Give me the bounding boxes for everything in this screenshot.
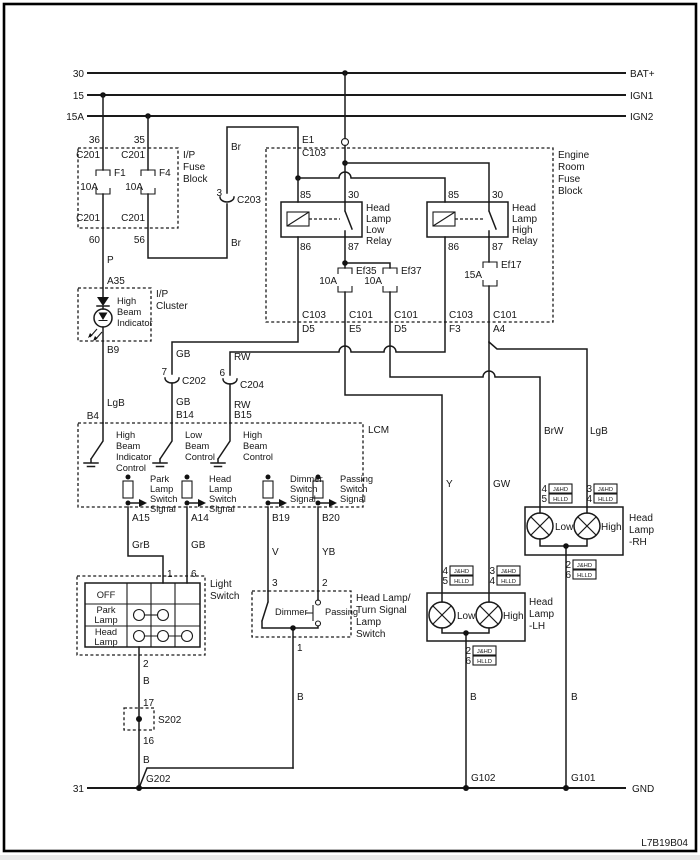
tag-jhd: J&HD (576, 563, 593, 569)
wire-b-rh: B (571, 692, 578, 703)
rh-high-pin: 4 (586, 494, 592, 505)
signal-label: Signal (340, 494, 366, 504)
high-relay-name: Head (512, 203, 536, 214)
low-relay-name: Low (366, 225, 385, 236)
pin-e1: E1 (302, 135, 315, 146)
wire-b-ls: B (143, 676, 150, 687)
signal-label: Switch (290, 484, 318, 494)
pin-16: 16 (143, 736, 155, 747)
out-conn: C101 (493, 310, 517, 321)
hls-name: Turn Signal (356, 605, 407, 616)
tag-hlld: HLLD (553, 497, 568, 503)
signal-label: Signal (209, 504, 235, 514)
tag-hlld: HLLD (598, 497, 613, 503)
lh-low-label: Low (457, 611, 476, 622)
lh-bot-pin: 6 (465, 656, 471, 667)
signal-label: Signal (150, 504, 176, 514)
lh-bot-pin: 2 (465, 646, 471, 657)
out-conn: C101 (349, 310, 373, 321)
engine-block-name: Room (558, 162, 585, 173)
high-relay-name: High (512, 225, 533, 236)
lh-high-pin: 3 (489, 566, 495, 577)
tag-jhd: J&HD (500, 569, 517, 575)
relay-pin-86: 86 (300, 242, 312, 253)
fuse-ef37-label: Ef37 (401, 266, 422, 277)
ip-fuse-block-name: Block (183, 174, 208, 185)
tag-jhd: J&HD (453, 569, 470, 575)
rail-15a-label: 15A (66, 112, 84, 123)
indicator-label: Beam (117, 307, 142, 317)
fuse-f4-rating: 10A (125, 182, 143, 193)
engine-block-name: Block (558, 186, 583, 197)
row-off: OFF (96, 590, 116, 600)
pin-35: 35 (133, 135, 145, 146)
cluster-name: I/P (156, 289, 169, 300)
drawing-number: L7B19B04 (641, 838, 688, 849)
fuse-ef37-rating: 10A (364, 276, 382, 287)
splice-name: S202 (158, 715, 182, 726)
c204-name: C204 (240, 380, 264, 391)
lh-name: Lamp (529, 609, 555, 620)
tag-jhd: J&HD (597, 487, 614, 493)
signal-label: Switch (209, 494, 237, 504)
pin-36: 36 (88, 135, 100, 146)
pin-b20: B20 (322, 513, 340, 524)
pin-56: 56 (133, 235, 145, 246)
rh-name: -RH (629, 537, 647, 548)
row-head: Lamp (94, 637, 118, 647)
rh-low-label: Low (555, 522, 574, 533)
rail-31-label: 31 (72, 784, 84, 795)
rh-low-pin: 5 (541, 494, 547, 505)
signal-label: Head (209, 474, 232, 484)
fuse-ef17-rating: 15A (464, 270, 482, 281)
low-relay-name: Head (366, 203, 390, 214)
relay-pin-30: 30 (492, 190, 504, 201)
hls-name: Switch (356, 629, 386, 640)
rh-low-pin: 4 (541, 484, 547, 495)
out-conn: C103 (302, 310, 326, 321)
relay-pin-86: 86 (448, 242, 460, 253)
relay-pin-85: 85 (448, 190, 460, 201)
rail-bat-label: BAT+ (630, 69, 655, 80)
rh-high-label: High (601, 522, 622, 533)
connector-c203 (216, 127, 298, 249)
ground-g101: G101 (571, 773, 596, 784)
signal-input-dimmer (263, 475, 287, 508)
engine-block-name: Fuse (558, 174, 581, 185)
signal-label: Lamp (209, 484, 233, 494)
light-switch-name: Light (210, 579, 232, 590)
signal-input-head (182, 475, 206, 508)
wire-brw: BrW (544, 426, 564, 437)
out-conn: C103 (449, 310, 473, 321)
ip-fuse-block (76, 95, 227, 297)
indicator-label: High (117, 296, 137, 306)
low-relay-name: Lamp (366, 214, 392, 225)
lh-high-label: High (503, 611, 524, 622)
pin-b4: B4 (86, 411, 99, 422)
rail-ign2-label: IGN2 (630, 112, 654, 123)
rh-bot-pin: 6 (565, 570, 571, 581)
fuse-ef35-label: Ef35 (356, 266, 377, 277)
wire-v: V (272, 547, 279, 558)
wire-gw: GW (493, 479, 511, 490)
signal-label: Dimmer (290, 474, 323, 484)
passing-label: Passing (325, 607, 359, 617)
c202-name: C202 (182, 376, 206, 387)
control-label: Beam (116, 441, 141, 451)
switch-signal-wires (128, 507, 340, 591)
signal-input-park (123, 475, 147, 508)
high-relay-name: Lamp (512, 214, 538, 225)
wire-yb: YB (322, 547, 336, 558)
wire-gb-bot: GB (176, 397, 191, 408)
tag-hlld: HLLD (477, 659, 492, 665)
fuse-ef17-label: Ef17 (501, 260, 522, 271)
relay-pin-85: 85 (300, 190, 312, 201)
signal-label: Signal (290, 494, 316, 504)
pin-17: 17 (143, 698, 155, 709)
ls-pin-2: 2 (143, 659, 149, 670)
c202-pin-7: 7 (161, 367, 167, 378)
wire-b-s202: B (143, 755, 150, 766)
wire-lgb2: LgB (590, 426, 608, 437)
wire-b-dimmer: B (297, 692, 304, 703)
pin-60: 60 (88, 235, 100, 246)
conn-c201: C201 (121, 213, 145, 224)
lh-name: Head (529, 597, 553, 608)
out-pin: D5 (394, 324, 407, 335)
pin-b14: B14 (176, 410, 194, 421)
rail-15-label: 15 (72, 91, 84, 102)
rh-high-pin: 3 (586, 484, 592, 495)
signal-label: Switch (150, 494, 178, 504)
tag-hlld: HLLD (501, 579, 516, 585)
lh-low-pin: 5 (442, 576, 448, 587)
head-lamp-rh (525, 484, 654, 791)
connector-pass-circle (342, 139, 349, 146)
tag-jhd: J&HD (476, 649, 493, 655)
lcm-module (78, 410, 389, 514)
wire-lgb: LgB (107, 398, 125, 409)
wire-rw-bot: RW (234, 400, 251, 411)
engine-room-fuse-block (266, 73, 590, 342)
wire-rw-top: RW (234, 352, 251, 363)
pin-b15: B15 (234, 410, 252, 421)
tag-jhd: J&HD (552, 487, 569, 493)
control-label: High (243, 430, 263, 440)
control-label: Low (185, 430, 203, 440)
relay-pin-87: 87 (492, 242, 504, 253)
head-lamp-lh (427, 566, 554, 791)
lh-name: -LH (529, 621, 546, 632)
wire-gb-top: GB (176, 349, 191, 360)
wire-br-bot: Br (231, 238, 241, 249)
light-switch-name: Switch (210, 591, 240, 602)
control-label: Beam (243, 441, 268, 451)
control-label: Control (185, 452, 215, 462)
pin-a14: A14 (191, 513, 209, 524)
lh-high-pin: 4 (489, 576, 495, 587)
out-pin: F3 (449, 324, 461, 335)
pin-a15: A15 (132, 513, 150, 524)
high-relay-name: Relay (512, 236, 538, 247)
control-label: Control (243, 452, 273, 462)
control-label: Control (116, 463, 146, 473)
conn-c201: C201 (76, 150, 100, 161)
tag-hlld: HLLD (454, 579, 469, 585)
cluster-id: A35 (107, 276, 125, 287)
row-head: Head (94, 627, 118, 637)
conn-c201: C201 (76, 213, 100, 224)
row-park: Lamp (94, 615, 118, 625)
rh-name: Head (629, 513, 653, 524)
ip-fuse-block-name: Fuse (183, 162, 206, 173)
rh-bot-pin: 2 (565, 560, 571, 571)
cluster-name: Cluster (156, 301, 188, 312)
rail-gnd-label: GND (632, 784, 655, 795)
rail-30-label: 30 (72, 69, 84, 80)
relay-pin-30: 30 (348, 190, 360, 201)
headlamp-turnsignal-switch (252, 591, 411, 768)
control-label: Indicator (116, 452, 152, 462)
signal-label: Park (150, 474, 170, 484)
relay-pin-87: 87 (348, 242, 360, 253)
c203-pin-3: 3 (216, 188, 222, 199)
ip-fuse-block-name: I/P (183, 150, 196, 161)
signal-label: Passing (340, 474, 374, 484)
wire-y: Y (446, 479, 453, 490)
c203-name: C203 (237, 195, 261, 206)
out-pin: D5 (302, 324, 315, 335)
lh-low-pin: 4 (442, 566, 448, 577)
conn-c201: C201 (121, 150, 145, 161)
conn-c103: C103 (302, 148, 326, 159)
row-park: Park (96, 605, 116, 615)
wire-b-lh: B (470, 692, 477, 703)
hls-name: Lamp (356, 617, 382, 628)
wire-grb: GrB (132, 540, 150, 551)
indicator-label: Indicator (117, 318, 153, 328)
dimmer-label: Dimmer (275, 607, 308, 617)
tag-hlld: HLLD (577, 573, 592, 579)
control-label: High (116, 430, 136, 440)
out-conn: C101 (394, 310, 418, 321)
ls-pin-1: 1 (167, 569, 173, 580)
hls-pin-2: 2 (322, 578, 328, 589)
rail-ign1-label: IGN1 (630, 91, 654, 102)
splice-s202 (124, 676, 293, 791)
fuse-ef35-rating: 10A (319, 276, 337, 287)
fuse-f1-label: F1 (114, 168, 126, 179)
ground-g202: G202 (146, 774, 171, 785)
fuse-f1-rating: 10A (80, 182, 98, 193)
lcm-name: LCM (368, 425, 390, 436)
out-pin: A4 (493, 324, 506, 335)
head-lamp-high-relay (427, 190, 538, 253)
out-pin: E5 (349, 324, 362, 335)
wire-p: P (107, 255, 114, 266)
signal-label: Lamp (150, 484, 174, 494)
control-label: Beam (185, 441, 210, 451)
signal-label: Switch (340, 484, 368, 494)
pin-b19: B19 (272, 513, 290, 524)
hls-name: Head Lamp/ (356, 593, 411, 604)
pin-b9: B9 (107, 345, 120, 356)
low-relay-name: Relay (366, 236, 392, 247)
hls-pin-3: 3 (272, 578, 278, 589)
ground-g102: G102 (471, 773, 496, 784)
ls-pin-6: 6 (191, 569, 197, 580)
fuse-f4-label: F4 (159, 168, 171, 179)
rh-name: Lamp (629, 525, 655, 536)
c204-pin-6: 6 (219, 368, 225, 379)
wire-br-top: Br (231, 142, 241, 153)
hls-pin-1: 1 (297, 643, 303, 654)
engine-block-name: Engine (558, 150, 590, 161)
light-switch (77, 576, 239, 788)
wire-gb2: GB (191, 540, 206, 551)
